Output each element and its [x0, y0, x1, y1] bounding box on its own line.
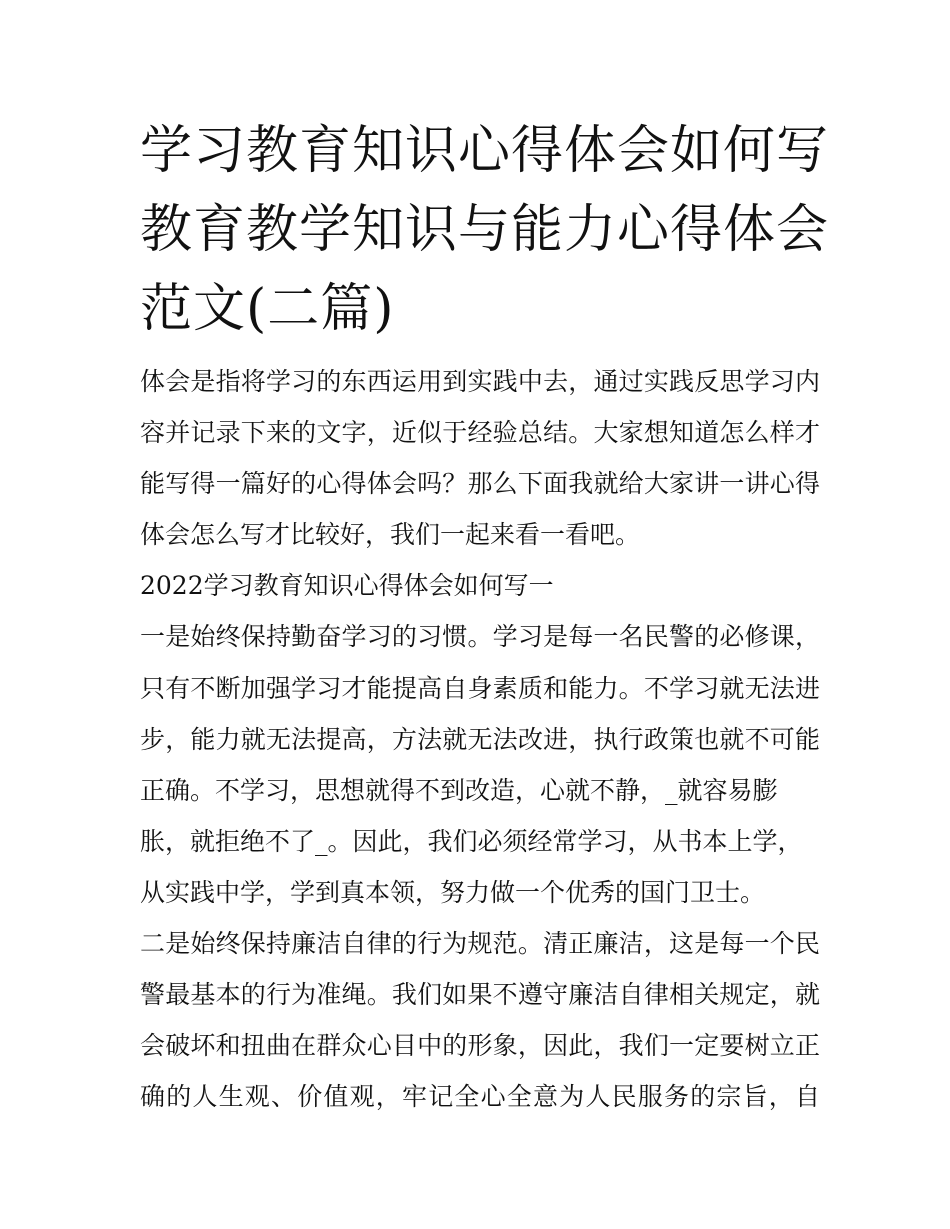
- document-body: [140, 356, 820, 1122]
- para1-line-3: 步，能力就无法提高，方法就无法改进，执行政策也就不可能: [140, 724, 820, 754]
- title-line-3: 范文(二篇): [140, 279, 395, 339]
- intro-line-4: 体会怎么写才比较好，我们一起来看一看吧。: [140, 520, 641, 550]
- para1-line-5: 胀，就拒绝不了_。因此，我们必须经常学习，从书本上学，: [140, 826, 803, 856]
- intro-line-3: 能写得一篇好的心得体会吗？那么下面我就给大家讲一讲心得: [140, 469, 820, 499]
- paragraph-2: [140, 918, 820, 1122]
- title-line-1: 学习教育知识心得体会如何写: [140, 121, 830, 181]
- intro-line-1: 体会是指将学习的东西运用到实践中去，通过实践反思学习内: [140, 367, 820, 396]
- para1-line-4: 正确。不学习，思想就得不到改造，心就不静，_就容易膨: [140, 775, 778, 805]
- para1-line-6: 从实践中学，学到真本领，努力做一个优秀的国门卫士。: [140, 877, 766, 907]
- title-line-2: 教育教学知识与能力心得体会: [140, 200, 830, 260]
- para2-line-3: 会破坏和扭曲在群众心目中的形象，因此，我们一定要树立正: [140, 1031, 820, 1061]
- para2-line-1: 二是始终保持廉洁自律的行为规范。清正廉洁，这是每一个民: [140, 929, 820, 959]
- intro-paragraph: [140, 356, 820, 560]
- para1-line-1: 一是始终保持勤奋学习的习惯。学习是每一名民警的必修课，: [140, 622, 820, 652]
- para1-line-2: 只有不断加强学习才能提高自身素质和能力。不学习就无法进: [140, 673, 820, 703]
- paragraph-1: [140, 611, 820, 918]
- intro-line-2: 容并记录下来的文字，近似于经验总结。大家想知道怎么样才: [140, 418, 820, 448]
- para2-line-2: 警最基本的行为准绳。我们如果不遵守廉洁自律相关规定，就: [140, 980, 820, 1010]
- para2-line-4: 确的人生观、价值观，牢记全心全意为人民服务的宗旨，自: [140, 1082, 820, 1112]
- section-heading: 2022学习教育知识心得体会如何写一: [140, 571, 554, 601]
- document-title: [140, 112, 830, 349]
